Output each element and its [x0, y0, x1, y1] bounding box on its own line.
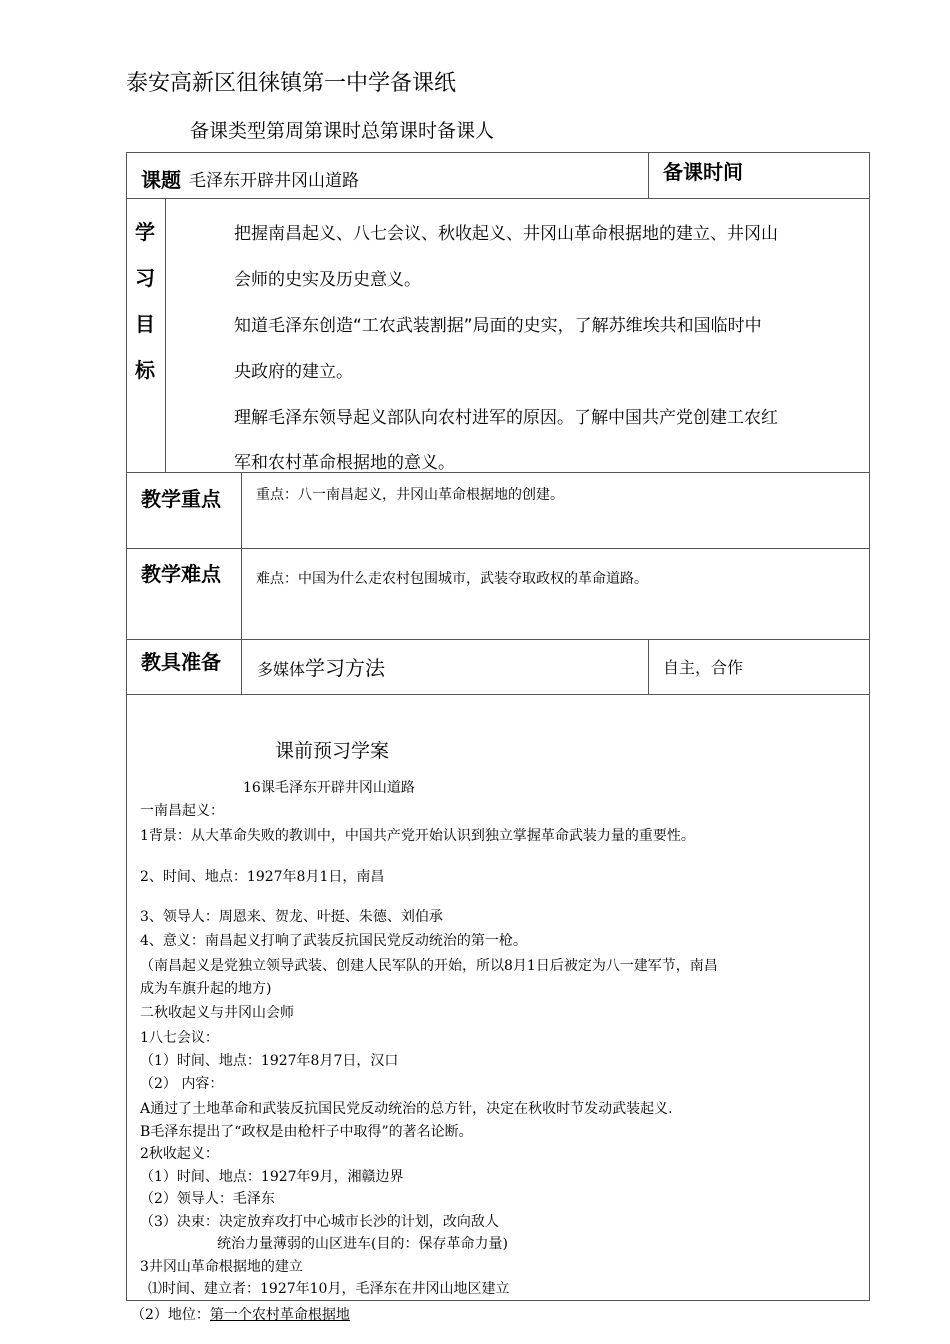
preview-last-line	[131, 1304, 350, 1324]
preview-line: （1）时间、地点：1927年9月，湘赣边界	[140, 1169, 404, 1185]
preview-line: A通过了土地革命和武装反抗国民党反动统治的总方针，决定在秋收时节发动武装起义.	[140, 1101, 673, 1117]
difficulty-label: 教学难点	[141, 562, 221, 586]
preview-line: （2） 内容：	[140, 1076, 224, 1092]
objective-line: 会师的史实及历史意义。	[234, 270, 421, 290]
preview-heading: 课前预习学案	[275, 740, 390, 762]
objectives-label-char: 目	[135, 312, 155, 336]
preview-line: B毛泽东提出了“政权是由枪杆子中取得”的著名论断。	[140, 1124, 473, 1140]
preview-line: 一南昌起义：	[140, 803, 224, 819]
lesson-title: 16课毛泽东开辟井冈山道路	[243, 780, 415, 796]
prep-time-label: 备课时间	[663, 160, 743, 184]
row-divider	[126, 639, 870, 640]
topic-label: 课题	[141, 168, 181, 192]
topic-value: 毛泽东开辟井冈山道路	[189, 171, 359, 191]
row-divider	[126, 694, 870, 695]
objective-line: 央政府的建立。	[234, 362, 353, 382]
preview-line: （2）领导人：毛泽东	[140, 1191, 275, 1207]
objective-line: 军和农村革命根据地的意义。	[234, 453, 455, 473]
objective-line: 把握南昌起义、八七会议、秋收起义、井冈山革命根据地的建立、井冈山	[234, 224, 778, 244]
preview-line: 二秋收起义与井冈山会师	[140, 1005, 294, 1021]
preview-line: 3井冈山革命根据地的建立	[140, 1259, 303, 1275]
preview-line: 成为车旗升起的地方)	[140, 981, 272, 997]
objectives-label-char: 习	[135, 266, 155, 290]
key-points-value: 重点：八一南昌起义，井冈山革命根据地的创建。	[256, 487, 564, 503]
row-divider	[126, 198, 870, 199]
tools-label: 教具准备	[141, 650, 221, 674]
preview-line: 4、意义：南昌起义打响了武装反抗国民党反动统治的第一枪。	[140, 933, 527, 949]
col-divider	[648, 639, 649, 694]
underlined-answer: 第一个农村革命根据地	[209, 1307, 350, 1323]
learning-method-label: 学习方法	[305, 656, 386, 680]
status-prefix: （2）地位：	[131, 1307, 210, 1323]
key-points-label: 教学重点	[141, 487, 221, 511]
school-title: 泰安高新区徂徕镇第一中学备课纸	[126, 71, 457, 96]
col-divider	[241, 472, 242, 694]
preview-line: （1）时间、地点：1927年8月7日，汉口	[140, 1053, 399, 1069]
preview-line: 统治力量薄弱的山区进车(目的：保存革命力量)	[217, 1236, 508, 1252]
objective-line: 知道毛泽东创造“工农武装割据”局面的史实，了解苏维埃共和国临时中	[234, 316, 762, 336]
col-divider	[648, 152, 649, 198]
preview-line: 2、时间、地点：1927年8月1日，南昌	[140, 869, 385, 885]
header-info: 备课类型第周第课时总第课时备课人	[190, 120, 495, 142]
preview-line: 1八七会议：	[140, 1030, 219, 1046]
objectives-label-char: 标	[135, 358, 155, 382]
difficulty-value: 难点：中国为什么走农村包围城市，武装夺取政权的革命道路。	[256, 571, 648, 587]
method-value: 自主，合作	[663, 658, 744, 677]
tools-value-a: 多媒体	[257, 660, 306, 679]
objective-line: 理解毛泽东领导起义部队向农村进军的原因。了解中国共产党创建工农红	[234, 408, 778, 428]
col-divider	[165, 198, 166, 472]
preview-line: （3）决束：决定放弃攻打中心城市长沙的计划，改向敌人	[140, 1214, 499, 1230]
row-divider	[126, 548, 870, 549]
preview-line: （南昌起义是党独立领导武装、创建人民军队的开始，所以8月1日后被定为八一建军节，南昌	[140, 958, 718, 974]
preview-line: 3、领导人：周恩来、贺龙、叶挺、朱德、刘伯承	[140, 909, 443, 925]
preview-line: 1背景：从大革命失败的教训中，中国共产党开始认识到独立掌握革命武装力量的重要性。	[140, 828, 695, 844]
preview-line: 2秋收起义：	[140, 1146, 219, 1162]
preview-line: ⑴时间、建立者：1927年10月，毛泽东在井冈山地区建立	[148, 1281, 510, 1297]
objectives-label-char: 学	[135, 220, 155, 244]
tools-value	[257, 652, 385, 681]
